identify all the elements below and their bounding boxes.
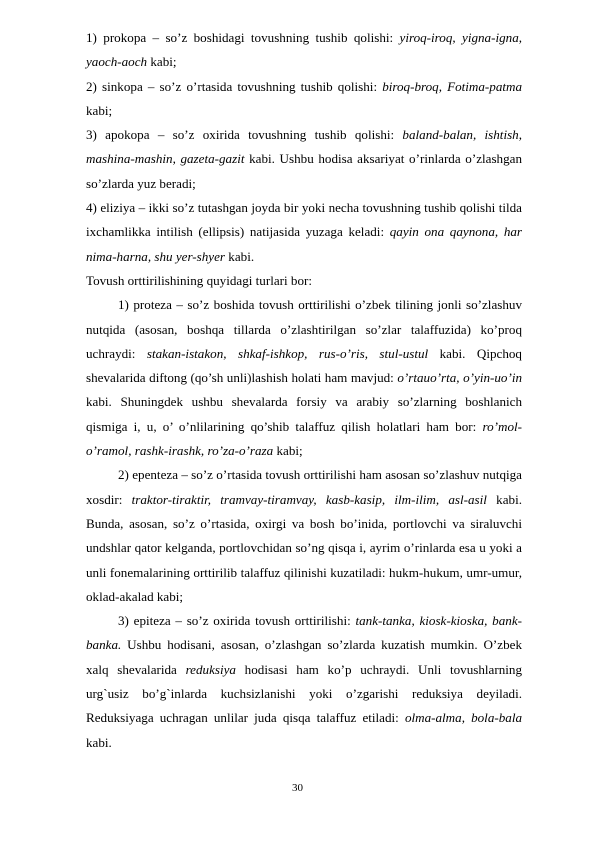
paragraph-sinkopa [86,75,522,124]
paragraph-text: 2) sinkopa – so’z o’rtasida tovushning tushib qolishi: [86,78,383,94]
paragraph-apokopa [86,123,522,196]
paragraph-prokopa [86,26,522,75]
example-text: biroq-broq, Fotima-patma [382,78,523,94]
example-text: o’rtauo’rta, o’yin-uo’in [397,370,523,386]
example-text: reduksiya [185,661,236,677]
page-number: 30 [292,782,303,794]
paragraph-text: hodisasi ham ko’p uchraydi. Unli tovushlarning urg`usiz bo’g`inlarda kuchsizlanishi yoki o’zgarishi reduksiya deyiladi. Reduksiyaga uchragan unlilar juda qisqa talaffuz etiladi: [86,661,522,726]
example-text: yiroq-iroq, yigna-igna, yaoch-aoch [86,30,523,70]
paragraph-epiteza [86,609,522,755]
paragraph-text: Ushbu hodisani, asosan, o’zlashgan so’zlarda kuzatish mumkin. O’zbek xalq shevalarida [86,637,522,677]
paragraph-text: kabi. Ushbu hodisa aksariyat o’rinlarda o’zlashgan so’zlarda yuz beradi; [86,151,523,191]
example-text: stakan-istakon, shkaf-ishkop, rus-o’ris, stul-ustul [146,345,429,361]
paragraph-text: kabi; [86,102,113,118]
paragraph-text: 4) eliziya – ikki so’z tutashgan joyda bir yoki necha tovushning tushib qolishi tilda ixchamlikka intilish (ellipsis) natijasida yuzaga keladi: [86,200,522,240]
paragraph-text: 2) epenteza – so’z o’rtasida tovush orttirilishi ham asosan so’zlashuv nutqiga xosdir: [86,467,522,507]
paragraph-text: kabi; [147,54,177,70]
paragraph-eliziya [86,196,522,269]
example-text: baland-balan, ishtish, mashina-mashin, gazeta-gazit [86,127,523,167]
paragraph-text: kabi. Shuningdek ushbu shevalarda forsiy va arabiy so’zlarning boshlanich qismiga i, u, o’ o’nlilarining qo’shib talaffuz qilish holatlari ham bor: [86,394,522,434]
paragraph-text: Tovush orttirilishining quyidagi turlari bor: [86,272,313,288]
paragraph-text: kabi. [86,734,112,750]
paragraph-text: kabi. Qipchoq shevalarida diftong (qo’sh unli)lashish holati ham mavjud: [86,345,522,386]
paragraph-text: 1) prokopa – so’z boshidagi tovushning tushib qolishi: [86,30,400,45]
example-text: ro’mol-o’ramol, rashk-irashk, ro’za-o’raza [86,418,522,459]
paragraph-proteza [86,293,522,463]
example-text: olma-alma, bola-bala [404,710,523,726]
example-text: traktor-tiraktir, tramvay-tiramvay, kasb-kasip, ilm-ilim, asl-asil [131,491,487,507]
paragraph-text: kabi. [225,248,255,264]
example-text: qayin ona qaynona, har nima-harna, shu yer-shyer [86,224,523,264]
example-text: tank-tanka, kiosk-kioska, bank-banka. [86,613,522,653]
paragraph-epenteza [86,463,522,609]
paragraph-text: 3) epiteza – so’z oxirida tovush orttirilishi: [118,613,356,629]
paragraph-text: 1) proteza – so’z boshida tovush orttirilishi o’zbek tilining jonli so’zlashuv nutqida (asosan, boshqa tillarda o’zlashtirilgan so’zlar talaffuzida) ko’proq uchraydi: [86,297,522,361]
paragraph-text: 3) apokopa – so’z oxirida tovushning tushib qolishi: [86,127,403,143]
paragraph-orttirilish-intro [86,269,522,293]
paragraph-text: kabi; [273,443,303,459]
document-body [86,26,522,755]
paragraph-text: kabi. Bunda, asosan, so’z o’rtasida, oxirgi va bosh bo’inida, portlovchi va siraluvchi undshlar qator kelganda, portlovchidan so’ng qisqa i, ayrim o’rinlarda esa u yoki a unli fonemalarining orttirilib talaffuz qilinishi kuzatiladi: hukm-hukum, umr-umur, oklad-akalad kabi; [86,491,522,604]
